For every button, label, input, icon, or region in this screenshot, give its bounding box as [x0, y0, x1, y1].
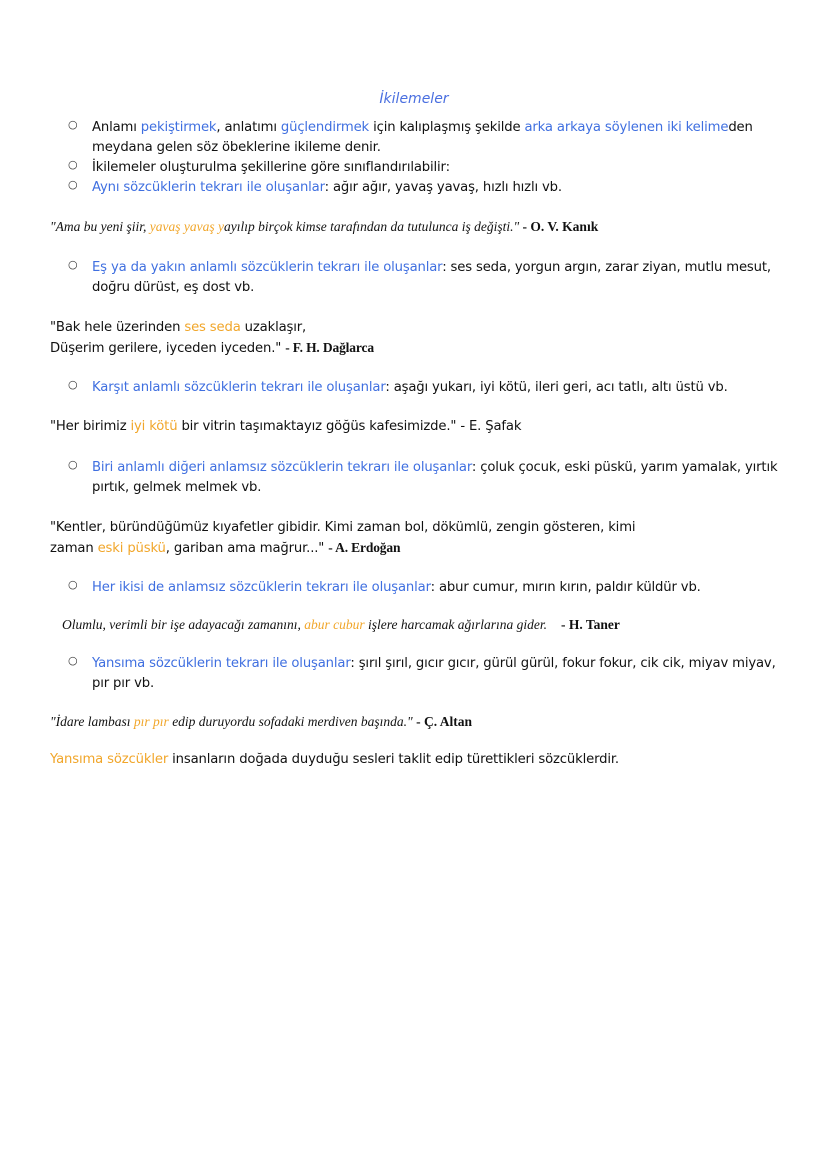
bullet-text: Karşıt anlamlı sözcüklerin tekrarı ile oluşanlar: aşağı yukarı, iyi kötü, ileri geri, acı tatlı, altı üstü vb.: [92, 380, 728, 395]
circle-bullet-icon: ○: [68, 178, 78, 191]
quote-daglarca: "Bak hele üzerinden ses seda uzaklaşır, Düşerim gerilere, iyceden iyceden." - F. H. Dağlarca: [50, 320, 374, 356]
bullet-text: Biri anlamlı diğeri anlamsız sözcüklerin tekrarı ile oluşanlar: çoluk çocuk, eski püskü, yarım yamalak, yırtık pırtık, gelmek melmek vb.: [92, 460, 778, 495]
bullet-text: Her ikisi de anlamsız sözcüklerin tekrarı ile oluşanlar: abur cumur, mırın kırın, paldır küldür vb.: [92, 580, 701, 595]
quote-safak: "Her birimiz iyi kötü bir vitrin taşımaktayız göğüs kafesimizde." - E. Şafak: [50, 419, 522, 434]
circle-bullet-icon: ○: [68, 458, 78, 471]
bullet-text: İkilemeler oluşturulma şekillerine göre sınıflandırılabilir:: [92, 160, 450, 175]
circle-bullet-icon: ○: [68, 654, 78, 667]
page-title: İkilemeler: [379, 91, 449, 107]
quote-kanik: "Ama bu yeni şiir, yavaş yavaş yayılıp birçok kimse tarafından da tutulunca iş değişti." - O. V. Kanık: [50, 219, 599, 234]
bullet-text: Yansıma sözcüklerin tekrarı ile oluşanlar: şırıl şırıl, gıcır gıcır, gürül gürül, fokur fokur, cik cik, miyav miyav, pır pır vb.: [92, 656, 776, 691]
circle-bullet-icon: ○: [68, 378, 78, 391]
bullet-text: Aynı sözcüklerin tekrarı ile oluşanlar: ağır ağır, yavaş yavaş, hızlı hızlı vb.: [92, 180, 562, 195]
bullet-text: Anlamı pekiştirmek, anlatımı güçlendirmek için kalıplaşmış şekilde arka arkaya söylenen iki kelimeden meydana gelen söz öbeklerine ikileme denir.: [92, 120, 753, 155]
circle-bullet-icon: ○: [68, 118, 78, 131]
quote-taner: Olumlu, verimli bir işe adayacağı zamanını, abur cubur işlere harcamak ağırlarına gider. - H. Taner: [62, 617, 620, 632]
circle-bullet-icon: ○: [68, 258, 78, 271]
bullet-text: Eş ya da yakın anlamlı sözcüklerin tekrarı ile oluşanlar: ses seda, yorgun argın, zarar ziyan, mutlu mesut, doğru dürüst, eş dost vb.: [92, 260, 771, 295]
onomatopoeia-note: Yansıma sözcükler insanların doğada duyduğu sesleri taklit edip türettikleri sözcüklerdir.: [50, 752, 619, 767]
circle-bullet-icon: ○: [68, 578, 78, 591]
quote-erdogan: "Kentler, büründüğümüz kıyafetler gibidir. Kimi zaman bol, dökümlü, zengin gösteren, kimi zaman eski püskü, gariban ama mağrur..." - A. Erdoğan: [50, 520, 636, 556]
quote-altan: "İdare lambası pır pır edip duruyordu sofadaki merdiven başında." - Ç. Altan: [50, 714, 472, 729]
circle-bullet-icon: ○: [68, 158, 78, 171]
